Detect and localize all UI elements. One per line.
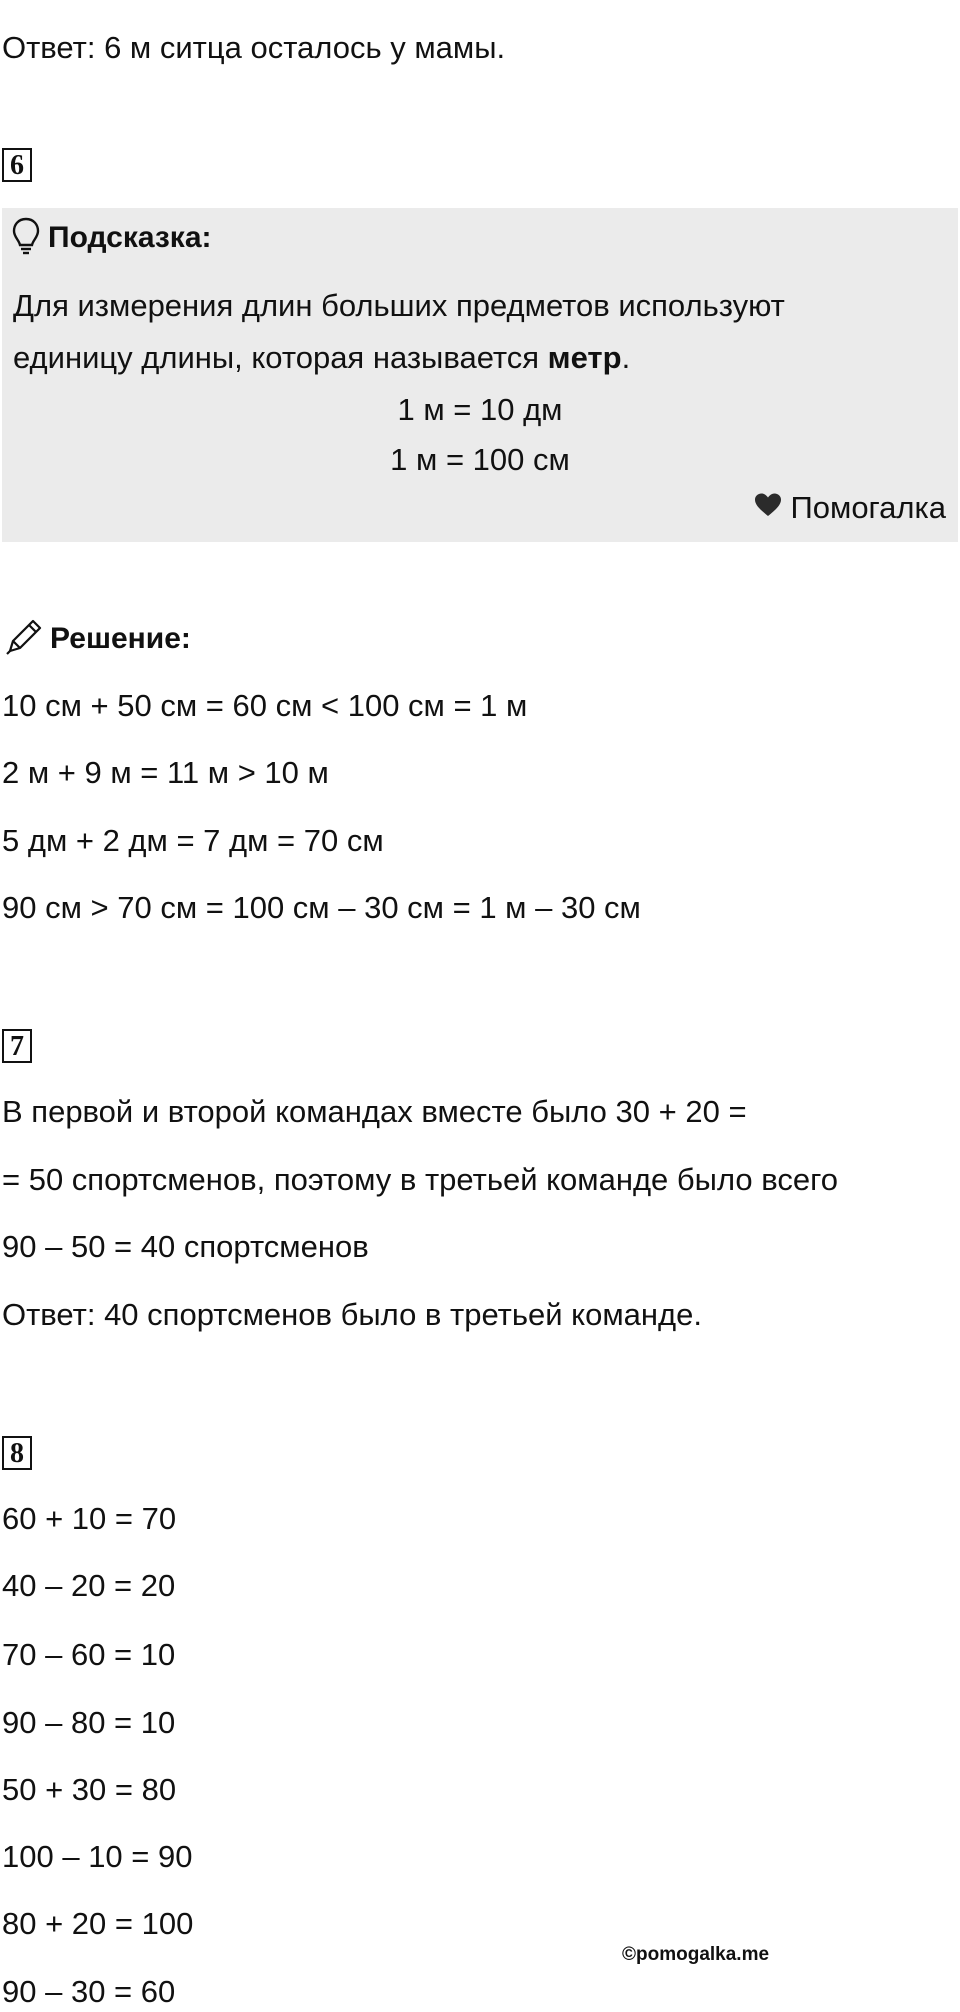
- solution-title: Решение:: [50, 622, 191, 655]
- solution-header: [4, 618, 191, 660]
- task7-line-3: 90 – 50 = 40 спортсменов: [2, 1229, 369, 1264]
- task8-line-5: 50 + 30 = 80: [2, 1772, 177, 1807]
- site-watermark: ©pomogalka.me: [622, 1944, 770, 1965]
- task8-line-7: 80 + 20 = 100: [2, 1906, 194, 1941]
- task8-line-1: 60 + 10 = 70: [2, 1501, 177, 1536]
- task7-line-1: В первой и второй командах вместе было 30 + 20 =: [2, 1094, 747, 1129]
- solution-line-1: 10 см + 50 см = 60 см < 100 см = 1 м: [2, 688, 528, 723]
- task8-line-8: 90 – 30 = 60: [2, 1974, 176, 2009]
- solution-line-2: 2 м + 9 м = 11 м > 10 м: [2, 755, 329, 790]
- hint-title: Подсказка:: [48, 221, 212, 254]
- hint-formula-2: 1 м = 100 см: [390, 442, 570, 477]
- previous-answer: Ответ: 6 м ситца осталось у мамы.: [2, 30, 506, 65]
- task8-line-4: 90 – 80 = 10: [2, 1705, 176, 1740]
- task-number-6: 6: [2, 148, 32, 182]
- task8-line-2: 40 – 20 = 20: [2, 1568, 176, 1603]
- pencil-icon: [4, 617, 44, 662]
- brand-name: Помогалка: [790, 490, 946, 525]
- task8-line-6: 100 – 10 = 90: [2, 1839, 193, 1874]
- hint-brand: [754, 488, 946, 528]
- hint-formula-1: 1 м = 10 дм: [397, 392, 563, 427]
- hint-header: [12, 218, 212, 258]
- hint-text-line-1: Для измерения длин больших предметов используют: [13, 288, 785, 323]
- solution-line-4: 90 см > 70 см = 100 см – 30 см = 1 м – 30 см: [2, 890, 641, 925]
- task7-line-2: = 50 спортсменов, поэтому в третьей команде было всего: [2, 1162, 838, 1197]
- heart-icon: [754, 488, 790, 528]
- task8-line-3: 70 – 60 = 10: [2, 1637, 176, 1672]
- task7-answer: Ответ: 40 спортсменов было в третьей команде.: [2, 1297, 702, 1332]
- hint-box: [2, 208, 958, 542]
- task-number-8: 8: [2, 1436, 32, 1470]
- solution-line-3: 5 дм + 2 дм = 7 дм = 70 см: [2, 823, 384, 858]
- task-number-7: 7: [2, 1029, 32, 1063]
- hint-term: метр: [547, 340, 622, 375]
- hint-text-line-2: единицу длины, которая называется метр.: [13, 340, 631, 375]
- lightbulb-icon: [12, 217, 40, 260]
